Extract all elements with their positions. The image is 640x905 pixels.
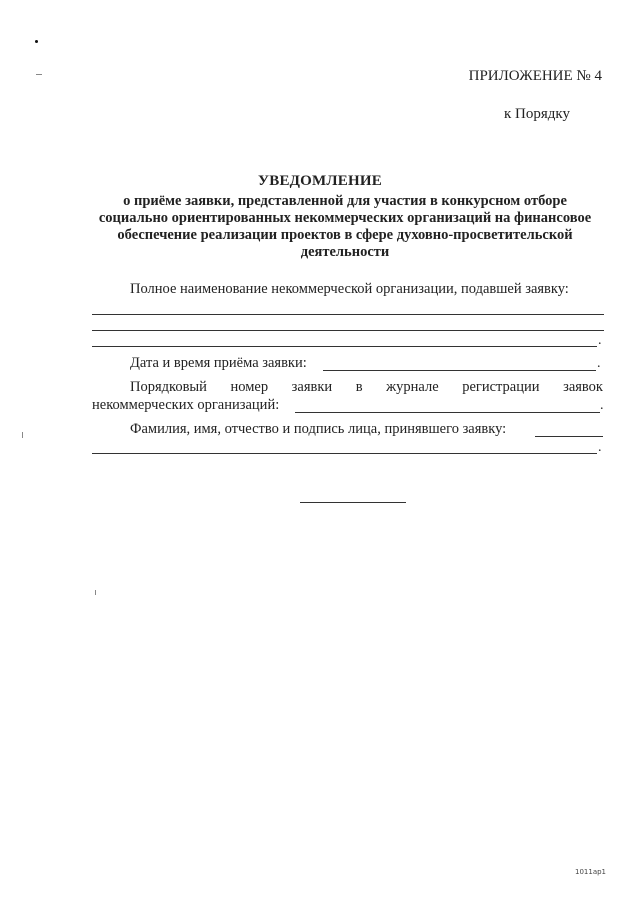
datetime-field-line[interactable]	[323, 370, 596, 371]
serial-word: заявки	[291, 379, 333, 395]
serial-word: регистрации	[462, 379, 540, 395]
serial-word: Порядковый	[130, 379, 207, 395]
serial-label-line-2: некоммерческих организаций:	[92, 397, 280, 413]
datetime-label: Дата и время приёма заявки:	[130, 355, 307, 371]
appendix-reference: к Порядку	[504, 106, 570, 122]
serial-label-line-1	[130, 379, 603, 396]
serial-end-dot: .	[600, 398, 604, 413]
scan-speck	[95, 590, 96, 595]
scan-speck	[36, 74, 42, 75]
serial-word: заявок	[563, 379, 603, 395]
org-name-line-1[interactable]	[92, 314, 604, 315]
person-end-dot: .	[598, 440, 602, 455]
document-subtitle: о приёме заявки, представленной для участия в конкурсном отборе социально ориентированных некоммерческих организаций на финансовое обеспечение реализации проектов в сфере духовно-просветительской деятельности	[98, 193, 592, 260]
org-name-line-3[interactable]	[92, 346, 597, 347]
org-name-end-dot: .	[598, 333, 602, 348]
scan-speck	[22, 432, 23, 438]
person-label: Фамилия, имя, отчество и подпись лица, принявшего заявку:	[130, 421, 507, 437]
appendix-number: ПРИЛОЖЕНИЕ № 4	[468, 68, 602, 84]
footer-code: 1011ap1	[575, 868, 607, 876]
serial-field-line[interactable]	[295, 412, 600, 413]
datetime-end-dot: .	[597, 356, 601, 371]
serial-word: в	[355, 379, 363, 395]
person-field-line-2[interactable]	[92, 453, 597, 454]
scan-mark	[35, 40, 38, 43]
serial-word: журнале	[386, 379, 439, 395]
person-field-line-1[interactable]	[535, 436, 603, 437]
document-title: УВЕДОМЛЕНИЕ	[258, 173, 382, 189]
org-name-line-2[interactable]	[92, 330, 604, 331]
serial-word: номер	[230, 379, 269, 395]
end-separator	[300, 502, 406, 503]
org-name-label: Полное наименование некоммерческой организации, подавшей заявку:	[130, 281, 569, 297]
